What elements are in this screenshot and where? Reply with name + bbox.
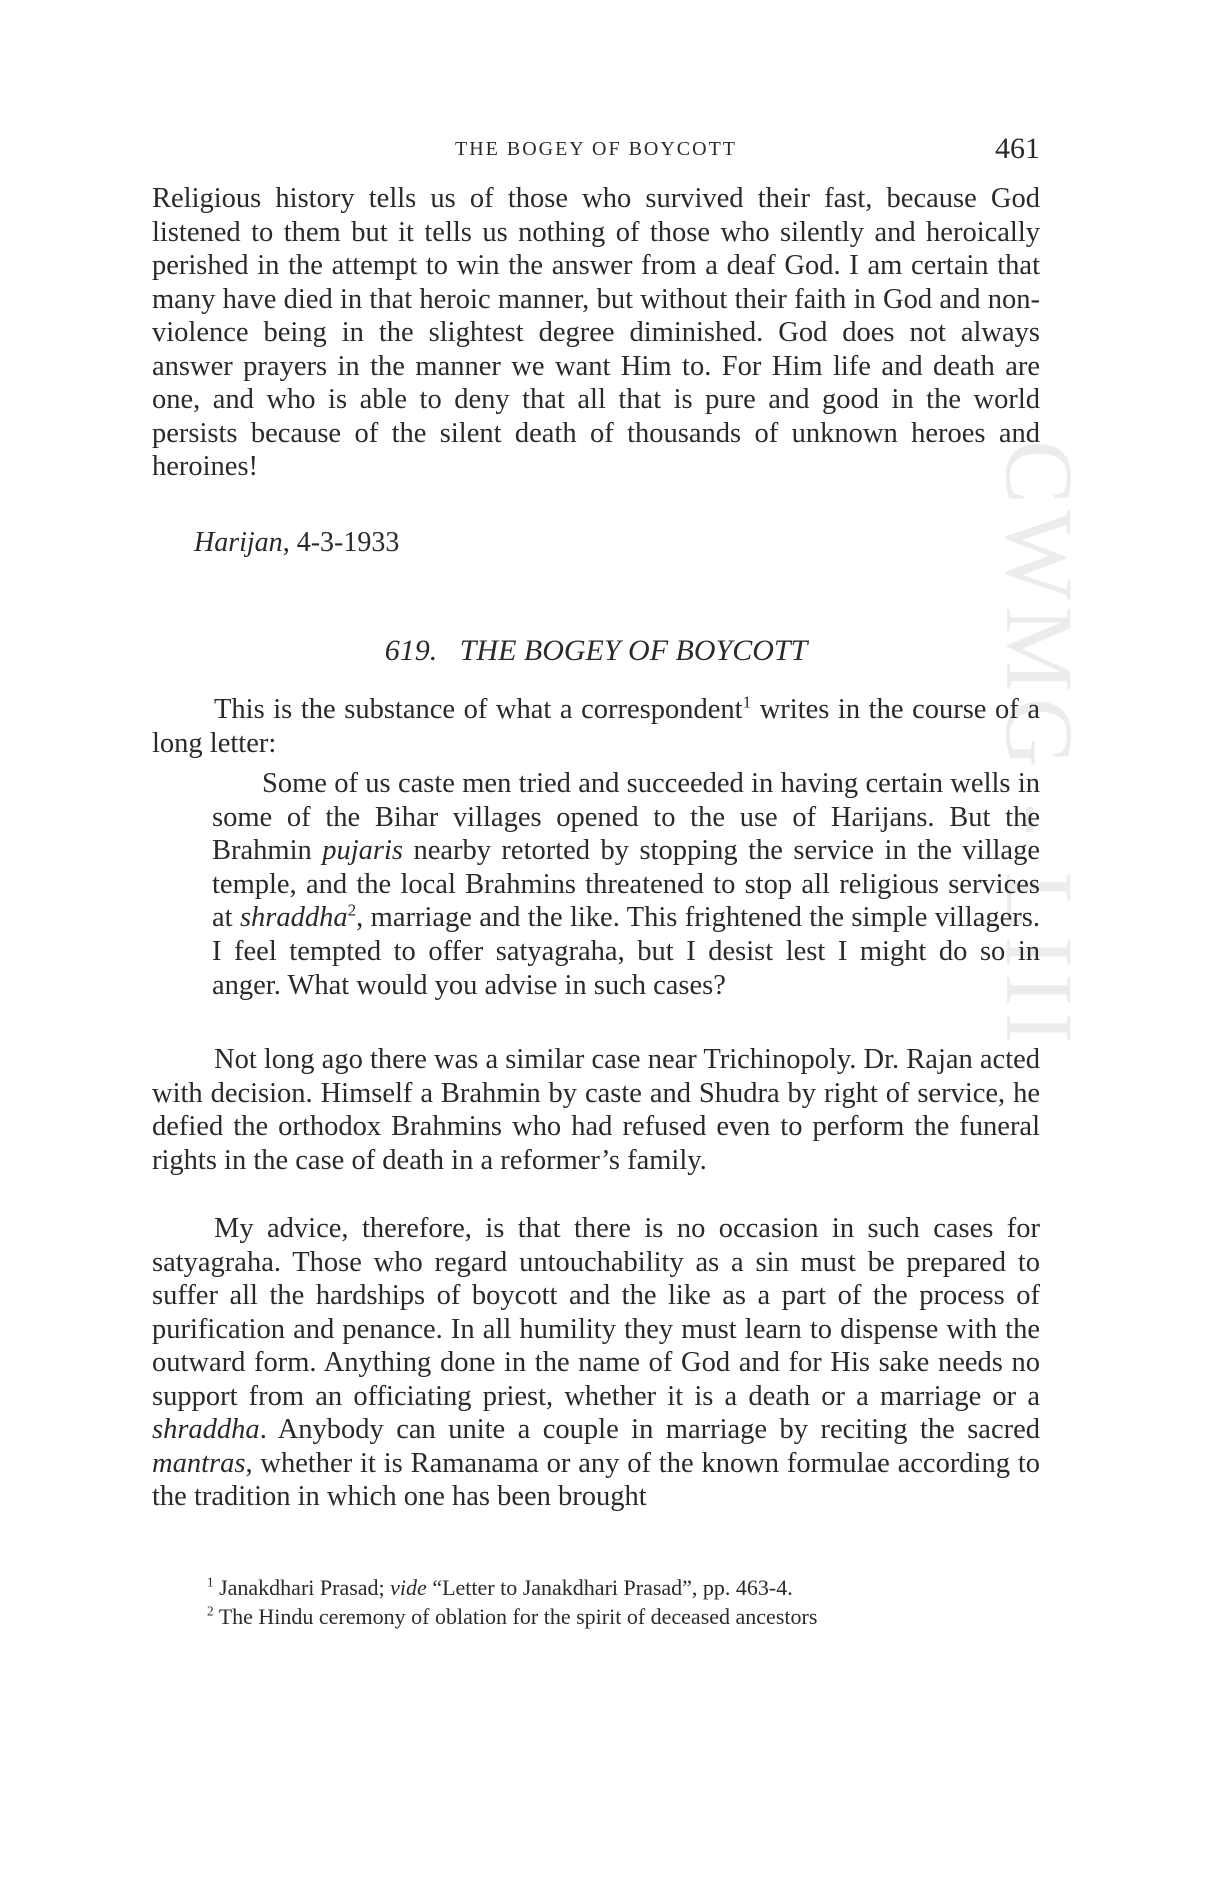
paragraph-correspondent xyxy=(152,693,1040,760)
footnote-1-before: Janakdhari Prasad; xyxy=(213,1575,391,1600)
running-head xyxy=(152,132,1040,172)
footnote-1 xyxy=(207,1574,793,1602)
page-number: 461 xyxy=(995,132,1040,165)
quote-italic-shraddha: shraddha xyxy=(239,902,348,934)
p2-after: writes in the course of a long letter: xyxy=(152,694,1040,759)
citation-date: , 4-3-1933 xyxy=(282,527,400,558)
quote-italic-pujaris: pujaris xyxy=(322,835,403,867)
quote-text-2: nearby retorted by stopping the service in the village temple, and the local Brahmins threatened to stop all religious services at xyxy=(212,835,1040,934)
footnote-1-mark: 1 xyxy=(207,1574,214,1590)
p4-italic-shraddha: shraddha xyxy=(152,1414,260,1445)
footnote-2 xyxy=(207,1603,817,1631)
paragraph-religious-history: Religious history tells us of those who survived their fast, because God listened to them but it tells us nothing of those who silently and heroically perished in the attempt to win the answer from a deaf God. I am certain that many have died in that heroic manner, but without their faith in God and non-violence being in the slightest degree diminished. God does not always answer prayers in the manner we want Him to. For Him life and death are one, and who is able to deny that all that is pure and good in the world persists because of the silent death of thousands of unknown heroes and heroines! xyxy=(152,183,1040,482)
paragraph-advice xyxy=(152,1212,1040,1514)
p4-text-1: My advice, therefore, is that there is no occasion in such cases for satyagraha. Those who regard untouchability as a sin must be prepared to suffer all the hardships of boycott and the like as a part of the process of purification and penance. In all humility they must learn to dispense with the outward form. Anything done in the name of God and for His sake needs no support from an officiating priest, whether it is a death or a marriage or a xyxy=(152,1213,1040,1412)
quote-text-3: , marriage and the like. This frightened the simple villagers. I feel tempted to offer satyagraha, but I desist lest I might do so in anger. What would you advise in such cases? xyxy=(212,902,1040,1001)
citation xyxy=(194,527,399,559)
footnote-1-italic: vide xyxy=(390,1575,427,1600)
footnote-2-text: The Hindu ceremony of oblation for the spirit of deceased ancestors xyxy=(213,1604,818,1629)
p4-text-2: . Anybody can unite a couple in marriage by reciting the sacred xyxy=(259,1414,1040,1445)
footnote-ref-2: 2 xyxy=(347,900,357,920)
running-title: THE BOGEY OF BOYCOTT xyxy=(454,138,738,160)
p4-italic-mantras: mantras xyxy=(152,1447,246,1479)
footnote-2-mark: 2 xyxy=(207,1603,214,1619)
quote-text-1: Some of us caste men tried and succeeded in having certain wells in some of the Bihar villages opened to the use of Harijans. But the Brahmin xyxy=(212,768,1040,867)
citation-source: Harijan xyxy=(194,527,283,558)
footnote-1-after: “Letter to Janakdhari Prasad”, pp. 463-4. xyxy=(426,1575,793,1600)
article-title: THE BOGEY OF BOYCOTT xyxy=(459,634,808,667)
watermark: CWMG - LIII xyxy=(986,440,1093,1050)
article-heading xyxy=(152,634,1040,668)
p4-text-3: , whether it is Ramanama or any of the known formulae according to the tradition in which one has been brought xyxy=(152,1447,1040,1512)
footnote-ref-1: 1 xyxy=(742,692,752,712)
p2-before: This is the substance of what a correspondent xyxy=(214,694,743,725)
block-quote xyxy=(212,767,1040,1002)
article-number: 619. xyxy=(384,634,438,667)
paragraph-trichinopoly: Not long ago there was a similar case near Trichinopoly. Dr. Rajan acted with decision. Himself a Brahmin by caste and Shudra by right of service, he defied the orthodox Brahmins who had refused even to perform the funeral rights in the case of death in a reformer’s family. xyxy=(152,1044,1041,1176)
